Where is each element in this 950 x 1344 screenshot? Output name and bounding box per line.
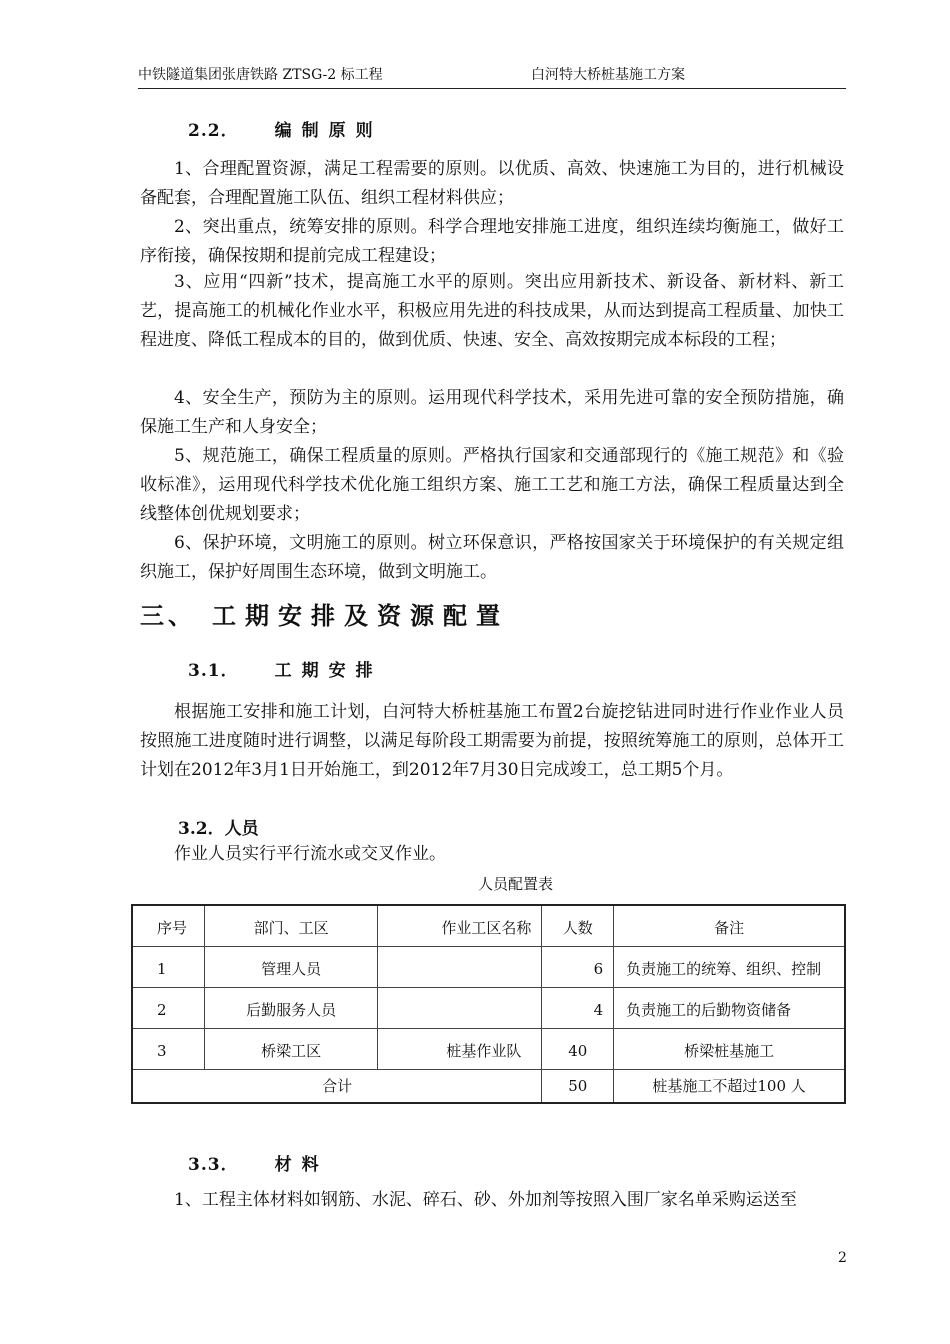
- section-3-3-heading: [188, 1150, 329, 1175]
- section-title: 编制原则: [274, 121, 383, 141]
- header-document-title: 白河特大桥桩基施工方案: [531, 67, 685, 83]
- schedule-paragraph: 根据施工安排和施工计划，白河特大桥桩基施工布置2台旋挖钻进同时进行作业作业人员按照施工进度随时进行调整，以满足每阶段工期需要为前提，按照统筹施工的原则，总体开工计划在2012年3月1日开始施工，到2012年7月30日完成竣工，总工期5个月。: [140, 702, 844, 780]
- table-header-row: [132, 905, 845, 947]
- table-row: [132, 1029, 845, 1070]
- principle-paragraph-3: 3、应用“四新”技术，提高施工水平的原则。突出应用新技术、新设备、新材料、新工艺，提高施工的机械化作业水平，积极应用先进的科技成果，从而达到提高工程质量、加快工程进度、降低工程成本的目的，做到优质、快速、安全、高效按期完成本标段的工程；: [140, 272, 844, 350]
- principle-paragraph-4: 4、安全生产，预防为主的原则。运用现代科学技术，采用先进可靠的安全预防措施，确保施工生产和人身安全；: [140, 388, 844, 437]
- header-project-name: 中铁隧道集团张唐铁路 ZTSG-2 标工程: [138, 67, 383, 83]
- table-cell: 桥梁桩基施工: [684, 1042, 775, 1060]
- header-cell: 备注: [714, 919, 745, 937]
- section-3-2-heading: 3.2．人员: [178, 819, 259, 839]
- section-2-2-heading: [188, 116, 383, 141]
- header-cell: 作业工区名称: [441, 919, 532, 937]
- principle-paragraph-5: 5、规范施工，确保工程质量的原则。严格执行国家和交通部现行的《施工规范》和《验收标准》，运用现代科学技术优化施工组织方案、施工工艺和施工方法，确保工程质量达到全线整体创优规划要求；: [140, 446, 844, 524]
- table-row: [132, 947, 845, 988]
- section-number: 3.1．: [188, 661, 239, 681]
- page-header: [138, 62, 846, 89]
- table-cell: [378, 947, 542, 951]
- staff-paragraph: 作业人员实行平行流水或交叉作业。: [174, 844, 446, 864]
- section-3-1-heading: [188, 656, 383, 681]
- page-number: 2: [838, 1250, 847, 1266]
- section-number: 2.2．: [188, 121, 239, 141]
- table-cell: 6: [593, 960, 604, 978]
- chapter-number: 三、: [140, 601, 196, 630]
- table-total-row: [132, 1070, 845, 1104]
- table-cell: 4: [593, 1001, 604, 1019]
- total-count: 50: [568, 1077, 588, 1095]
- total-label: 合计: [322, 1077, 353, 1095]
- chapter-3-heading: [140, 596, 509, 631]
- section-number: 3.3．: [188, 1155, 239, 1175]
- principle-paragraph-2: 2、突出重点，统筹安排的原则。科学合理地安排施工进度，组织连续均衡施工，做好工序衔接，确保按期和提前完成工程建设；: [140, 217, 844, 266]
- table-cell: 负责施工的统筹、组织、控制: [626, 960, 822, 978]
- section-title: 材料: [274, 1155, 329, 1175]
- header-cell: 序号: [157, 919, 188, 937]
- total-note: 桩基施工不超过100 人: [652, 1077, 806, 1095]
- table-cell: 负责施工的后勤物资储备: [626, 1001, 792, 1019]
- header-cell: 部门、工区: [253, 919, 329, 937]
- principle-paragraph-6: 6、保护环境，文明施工的原则。树立环保意识，严格按国家关于环境保护的有关规定组织施工，保护好周围生态环境，做到文明施工。: [140, 533, 844, 582]
- table-caption: 人员配置表: [478, 875, 554, 893]
- principle-paragraph-1: 1、合理配置资源，满足工程需要的原则。以优质、高效、快速施工为目的，进行机械设备配套，合理配置施工队伍、组织工程材料供应；: [140, 159, 844, 208]
- table-cell: 管理人员: [261, 960, 322, 978]
- table-cell: 2: [157, 1001, 167, 1019]
- table-cell: 40: [568, 1042, 588, 1060]
- table-row: [132, 988, 845, 1029]
- table-cell: [378, 988, 542, 992]
- chapter-title: 工期安排及资源配置: [212, 601, 509, 630]
- table-cell: 1: [157, 960, 167, 978]
- header-cell: 人数: [562, 919, 593, 937]
- table-cell: 桥梁工区: [261, 1042, 322, 1060]
- table-cell: 3: [157, 1042, 167, 1060]
- section-title: 工期安排: [274, 661, 383, 681]
- table-cell: 桩基作业队: [446, 1042, 522, 1060]
- materials-paragraph: 1、工程主体材料如钢筋、水泥、碎石、砂、外加剂等按照入围厂家名单采购运送至: [174, 1190, 797, 1210]
- table-cell: 后勤服务人员: [246, 1001, 337, 1019]
- staff-table: [131, 904, 846, 1104]
